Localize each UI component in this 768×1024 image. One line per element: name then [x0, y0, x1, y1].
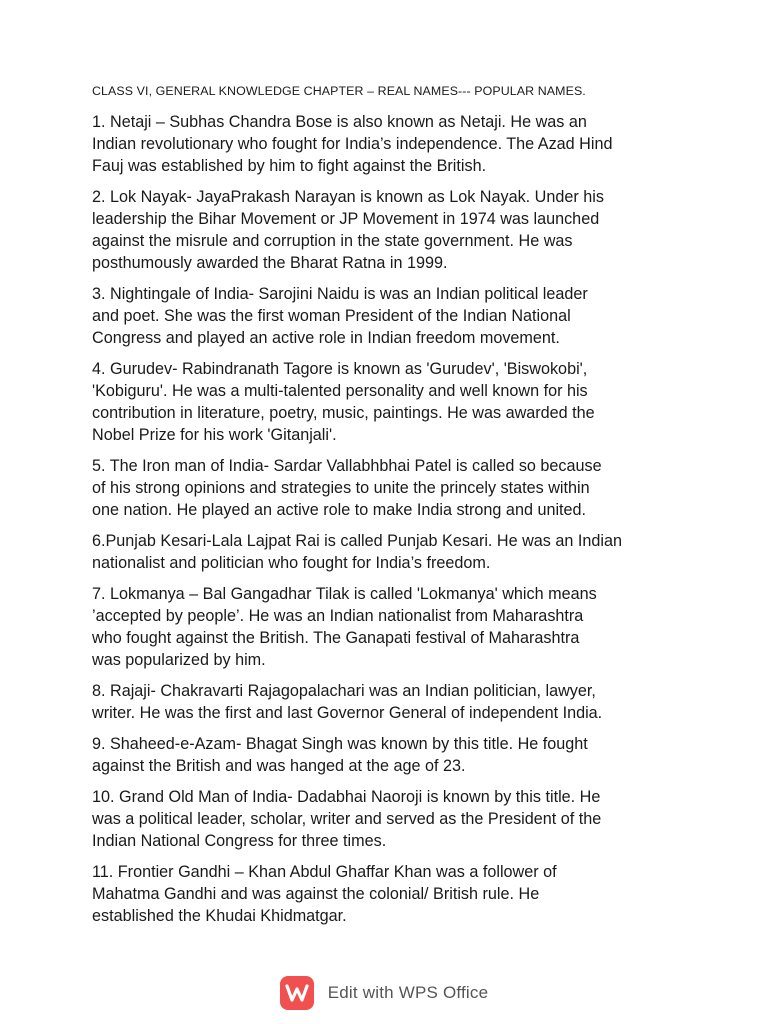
paragraph-8: 8. Rajaji- Chakravarti Rajagopalachari was an Indian politician, lawyer, writer. He was the first and last Governor General of independent India. — [92, 682, 603, 722]
paragraph-4: 4. Gurudev- Rabindranath Tagore is known as 'Gurudev', 'Biswokobi', 'Kobiguru'. He was a multi-talented personality and well known for his contribution in literature, poetry, music, paintings. He was awarded the Nobel Prize for his work 'Gitanjali'. — [92, 360, 595, 444]
paragraph-2: 2. Lok Nayak- JayaPrakash Narayan is known as Lok Nayak. Under his leadership the Bihar Movement or JP Movement in 1974 was launched against the misrule and corruption in the state government. He was posthumously awarded the Bharat Ratna in 1999. — [92, 188, 604, 272]
paragraph-3: 3. Nightingale of India- Sarojini Naidu is was an Indian political leader and poet. She was the first woman President of the Indian National Congress and played an active role in Indian freedom movement. — [92, 285, 588, 347]
paragraph-5: 5. The Iron man of India- Sardar Vallabhbhai Patel is called so because of his strong opinions and strategies to unite the princely states within one nation. He played an active role to make India strong and united. — [92, 457, 602, 519]
paragraph-6: 6.Punjab Kesari-Lala Lajpat Rai is called Punjab Kesari. He was an Indian nationalist and politician who fought for India’s freedom. — [92, 532, 623, 572]
paragraph-1: 1. Netaji – Subhas Chandra Bose is also known as Netaji. He was an Indian revolutionary who fought for India’s independence. The Azad Hind Fauj was established by him to fight against the British. — [92, 113, 613, 175]
document-page — [92, 84, 682, 936]
wps-w-glyph — [285, 983, 309, 1003]
paragraph-11: 11. Frontier Gandhi – Khan Abdul Ghaffar Khan was a follower of Mahatma Gandhi and was against the colonial/ British rule. He established the Khudai Khidmatgar. — [92, 863, 557, 925]
wps-edit-banner[interactable] — [0, 974, 768, 1012]
paragraph-9: 9. Shaheed-e-Azam- Bhagat Singh was known by this title. He fought against the British and was hanged at the age of 23. — [92, 735, 588, 775]
wps-logo-icon[interactable] — [280, 976, 314, 1010]
document-heading: CLASS VI, GENERAL KNOWLEDGE CHAPTER – REAL NAMES--- POPULAR NAMES. — [92, 84, 586, 98]
paragraph-10: 10. Grand Old Man of India- Dadabhai Naoroji is known by this title. He was a political leader, scholar, writer and served as the President of the Indian National Congress for three times. — [92, 788, 602, 850]
wps-edit-link[interactable]: Edit with WPS Office — [327, 983, 489, 1002]
paragraph-7: 7. Lokmanya – Bal Gangadhar Tilak is called 'Lokmanya' which means ’accepted by people’. He was an Indian nationalist from Maharashtra who fought against the British. The Ganapati festival of Maharashtra was popularized by him. — [92, 585, 597, 669]
